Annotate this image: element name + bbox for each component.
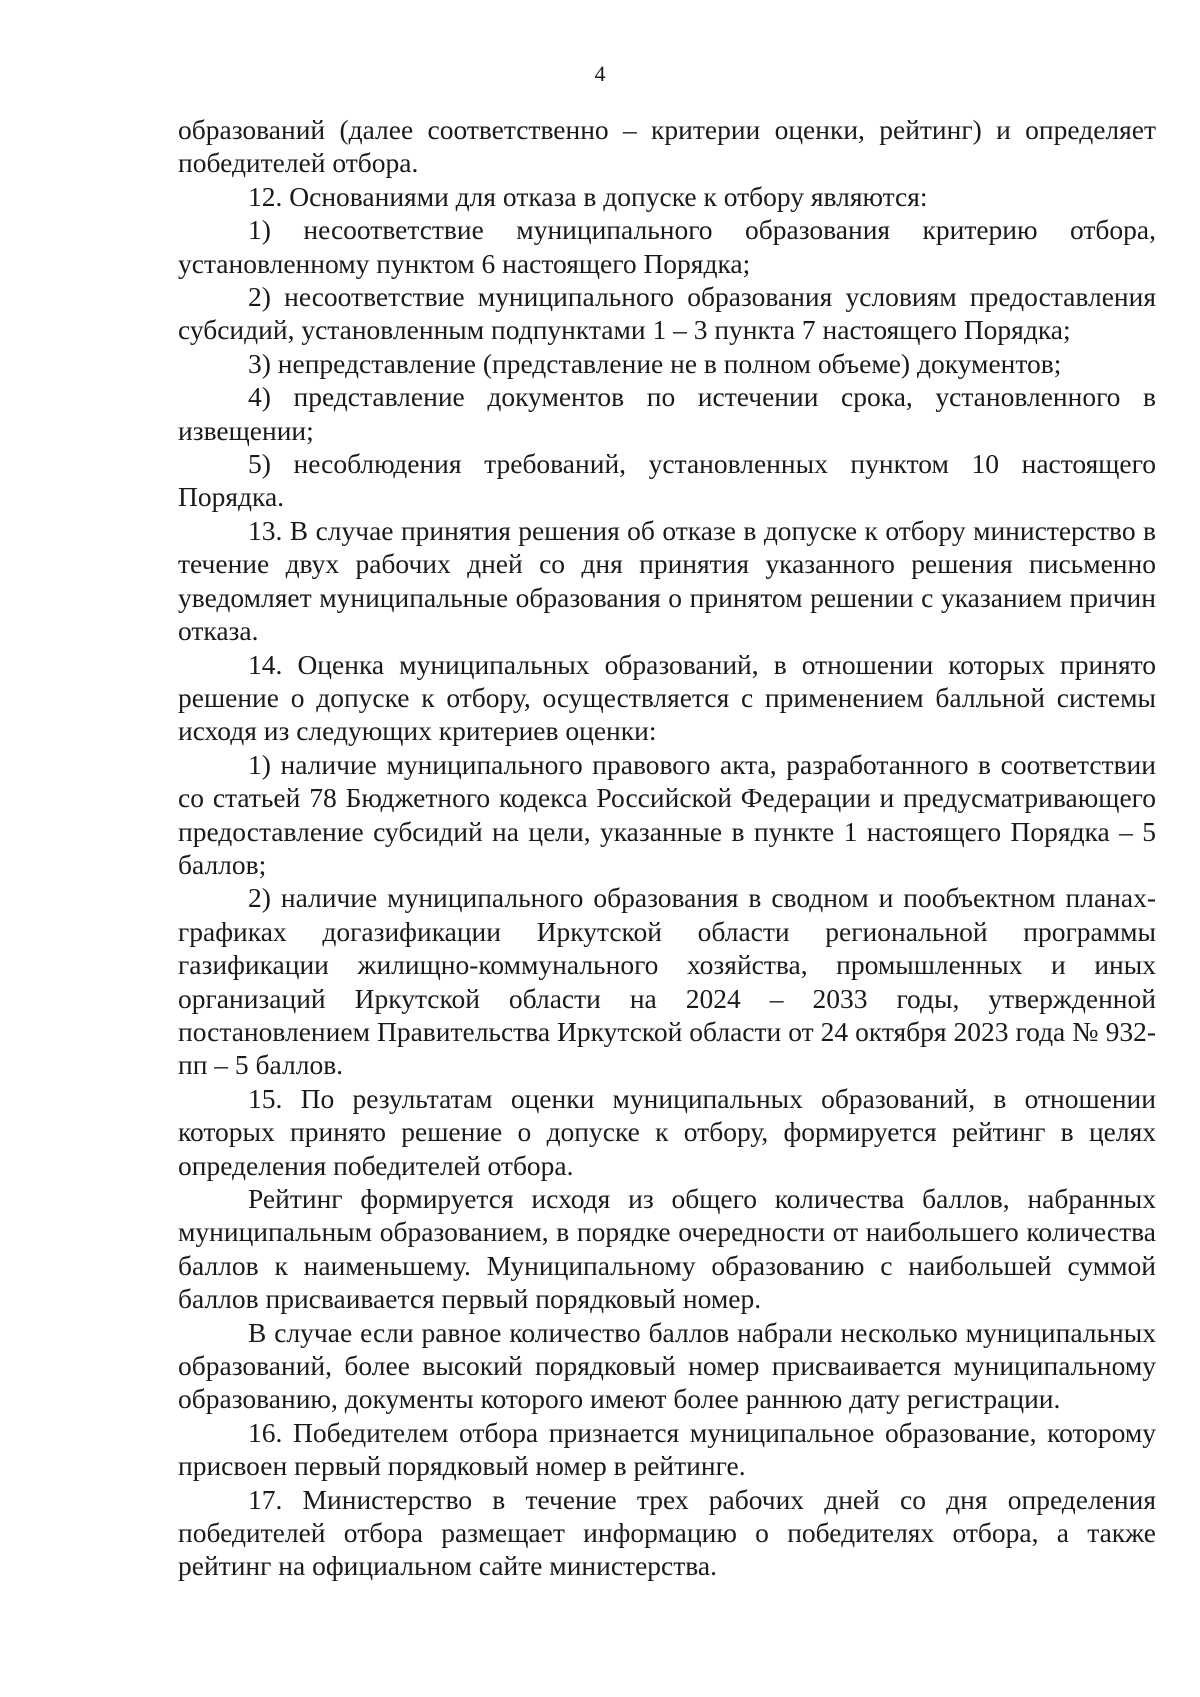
paragraph-6: 4) представление документов по истечении срока, установленного в извещении;: [178, 381, 1156, 446]
paragraph-3: 1) несоответствие муниципального образования критерию отбора, установленному пунктом 6 настоящего Порядка;: [178, 214, 1156, 279]
paragraph-4: 2) несоответствие муниципального образования условиям предоставления субсидий, установленным подпунктами 1 – 3 пункта 7 настоящего Порядка;: [178, 281, 1156, 346]
paragraph-15: 16. Победителем отбора признается муниципальное образование, которому присвоен первый порядковый номер в рейтинге.: [178, 1416, 1156, 1482]
paragraph-14: В случае если равное количество баллов набрали несколько муниципальных образований, более высокий порядковый номер присваивается муниципальному образованию, документы которого имеют более раннюю дату регистрации.: [178, 1316, 1156, 1415]
paragraph-10: 1) наличие муниципального правового акта, разработанного в соответствии со статьей 78 Бюджетного кодекса Российской Федерации и предусматривающего предоставление субсидий на цели, указанные в пункте 1 настоящего Порядка – 5 баллов;: [178, 748, 1156, 880]
page-number: 4: [594, 61, 606, 86]
paragraph-16: 17. Министерство в течение трех рабочих дней со дня определения победителей отбора размещает информацию о победителях отбора, а также рейтинг на официальном сайте министерства.: [178, 1483, 1156, 1582]
paragraph-5: 3) непредставление (представление не в полном объеме) документов;: [248, 347, 1062, 379]
paragraph-12: 15. По результатам оценки муниципальных образований, в отношении которых принято решение о допуске к отбору, формируется рейтинг в целях определения победителей отбора.: [178, 1082, 1156, 1181]
paragraph-2: 12. Основаниями для отказа в допуске к отбору являются:: [248, 180, 928, 212]
paragraph-1: образований (далее соответственно – критерии оценки, рейтинг) и определяет победителей отбора.: [178, 114, 1156, 179]
document-body: [178, 113, 1156, 1583]
paragraph-7: 5) несоблюдения требований, установленных пунктом 10 настоящего Порядка.: [178, 448, 1156, 513]
paragraph-8: 13. В случае принятия решения об отказе в допуске к отбору министерство в течение двух рабочих дней со дня принятия указанного решения письменно уведомляет муниципальные образования о принятом решении с указанием причин отказа.: [178, 514, 1156, 647]
paragraph-13: Рейтинг формируется исходя из общего количества баллов, набранных муниципальным образованием, в порядке очередности от наибольшего количества баллов к наименьшему. Муниципальному образованию с наибольшей суммой баллов присваивается первый порядковый номер.: [178, 1183, 1156, 1315]
paragraph-9: 14. Оценка муниципальных образований, в отношении которых принято решение о допуске к отбору, осуществляется с применением балльной системы исходя из следующих критериев оценки:: [178, 648, 1156, 747]
paragraph-11: 2) наличие муниципального образования в сводном и пообъектном планах-графиках догазификации Иркутской области региональной программы газификации жилищно-коммунального хозяйства, промышленных и иных организаций Иркутской области на 2024 – 2033 годы, утвержденной постановлением Правительства Иркутской области от 24 октября 2023 года № 932-пп – 5 баллов.: [178, 882, 1156, 1081]
